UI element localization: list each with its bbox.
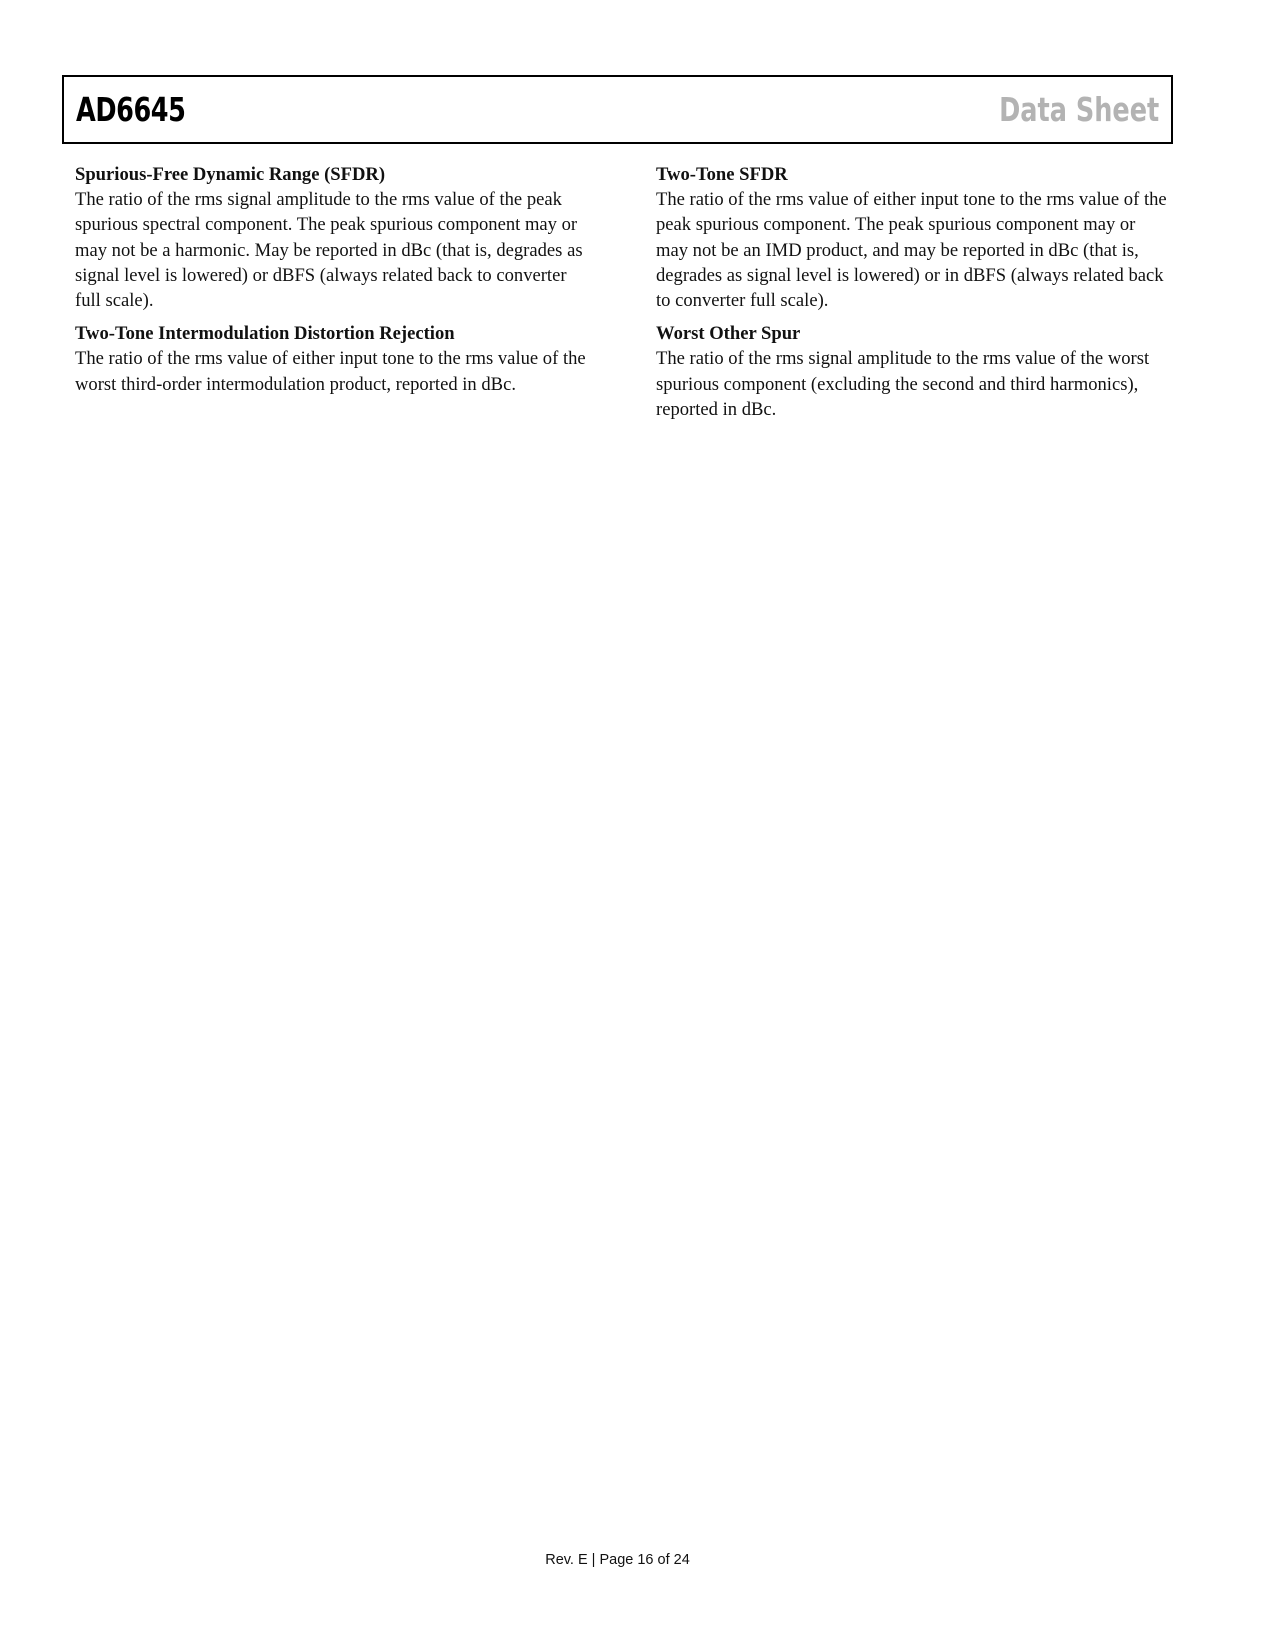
term-definition: The ratio of the rms signal amplitude to the rms value of the worst spurious component (excluding the second and third harmonics), reported in dBc. bbox=[656, 348, 1150, 420]
left-column bbox=[75, 162, 590, 405]
term-definition: The ratio of the rms signal amplitude to the rms value of the peak spurious spectral component. The peak spurious component may or may not be a harmonic. May be reported in dBc (that is, degrades as signal level is lowered) or dBFS (always related back to converter full scale). bbox=[75, 189, 583, 312]
page-footer: Rev. E | Page 16 of 24 bbox=[545, 1552, 690, 1568]
term-title: Two-Tone Intermodulation Distortion Rejection bbox=[75, 323, 455, 345]
term-title: Spurious-Free Dynamic Range (SFDR) bbox=[75, 164, 386, 185]
term-two-tone-imd-rejection bbox=[75, 321, 590, 397]
term-title: Worst Other Spur bbox=[656, 323, 801, 345]
page-header bbox=[62, 75, 1173, 144]
term-worst-other-spur bbox=[656, 321, 1171, 422]
term-definition: The ratio of the rms value of either input tone to the rms value of the worst third-order intermodulation product, reported in dBc. bbox=[75, 348, 586, 395]
right-column bbox=[656, 162, 1171, 430]
term-two-tone-sfdr bbox=[656, 162, 1171, 313]
term-definition: The ratio of the rms value of either input tone to the rms value of the peak spurious component. The peak spurious component may or may not be an IMD product, and may be reported in dBc (that is, degrades as signal level is lowered) or in dBFS (always related back to converter full scale). bbox=[656, 189, 1167, 312]
product-name: AD6645 bbox=[76, 90, 186, 129]
document-type: Data Sheet bbox=[998, 90, 1159, 129]
term-sfdr bbox=[75, 162, 590, 313]
term-title: Two-Tone SFDR bbox=[656, 164, 788, 185]
